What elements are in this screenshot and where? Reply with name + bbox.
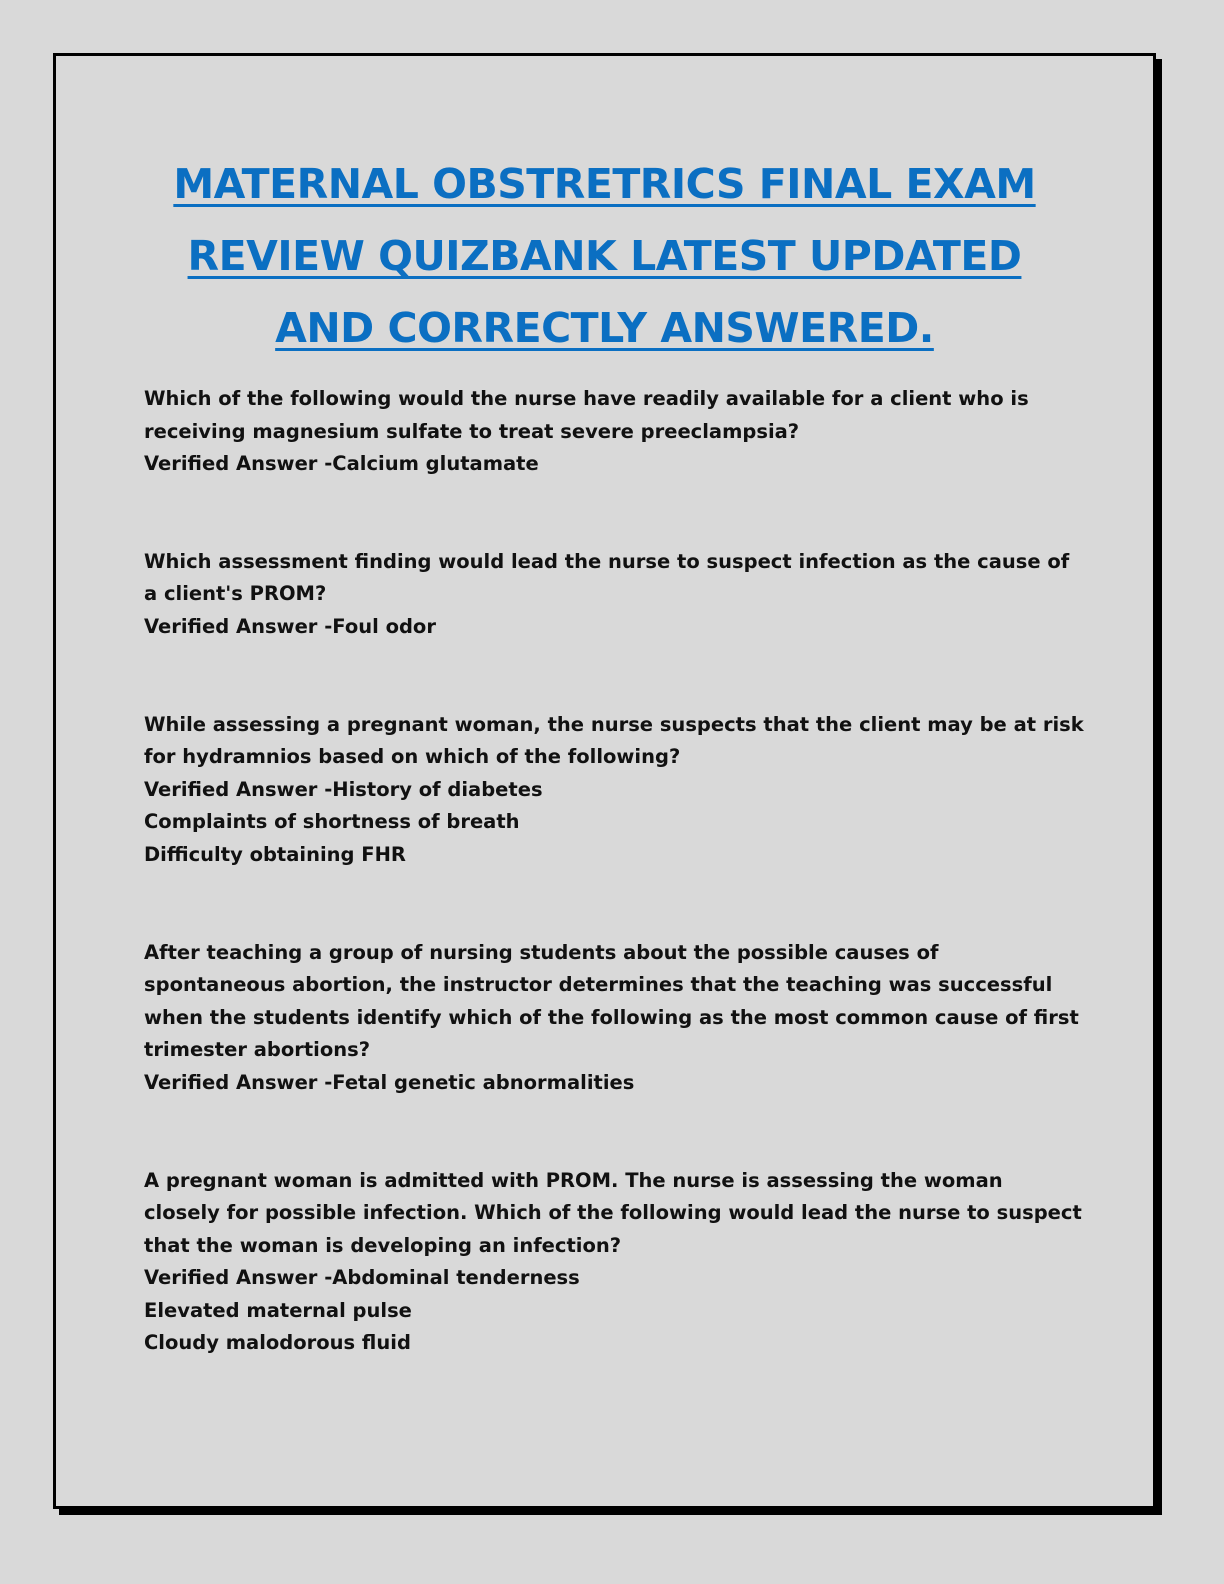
- page-frame: [53, 53, 1156, 1509]
- answer-option: Complaints of shortness of breath: [144, 810, 520, 834]
- question-text: While assessing a pregnant woman, the nurse suspects that the client may be at risk for hydramnios based on which of the following?: [144, 712, 1084, 769]
- answer-text: Verified Answer -Fetal genetic abnormalities: [144, 1070, 635, 1094]
- qa-item: [144, 546, 1084, 644]
- question-text: After teaching a group of nursing students about the possible causes of spontaneous abortion, the instructor determines that the teaching was successful when the students identify which of the following as the most common cause of first trimester abortions?: [144, 940, 1079, 1062]
- title-line-3: AND CORRECTLY ANSWERED.: [275, 304, 934, 352]
- qa-item: [144, 383, 1084, 481]
- answer-option: Cloudy malodorous fluid: [144, 1331, 411, 1355]
- question-text: Which of the following would the nurse have readily available for a client who is receiving magnesium sulfate to treat severe preeclampsia?: [144, 387, 1029, 443]
- question-text: A pregnant woman is admitted with PROM. The nurse is assessing the woman closely for possible infection. Which of the following would lead the nurse to suspect that the woman is developing an infection?: [144, 1168, 1082, 1257]
- answer-text: Verified Answer -History of diabetes: [144, 777, 543, 801]
- qa-item: [144, 1165, 1084, 1361]
- title-line-2: REVIEW QUIZBANK LATEST UPDATED: [187, 232, 1022, 280]
- qa-list: [144, 383, 1084, 1360]
- answer-option: Elevated maternal pulse: [144, 1298, 412, 1322]
- answer-text: Verified Answer -Foul odor: [144, 614, 436, 638]
- document-title: [56, 148, 1153, 364]
- answer-text: Verified Answer -Abdominal tenderness: [144, 1266, 580, 1290]
- answer-text: Verified Answer -Calcium glutamate: [144, 452, 539, 476]
- question-text: Which assessment finding would lead the nurse to suspect infection as the cause of a client's PROM?: [144, 549, 1070, 606]
- qa-item: [144, 937, 1084, 1100]
- answer-option: Difficulty obtaining FHR: [144, 842, 406, 866]
- qa-item: [144, 709, 1084, 872]
- title-line-1: MATERNAL OBSTRETRICS FINAL EXAM: [173, 160, 1036, 208]
